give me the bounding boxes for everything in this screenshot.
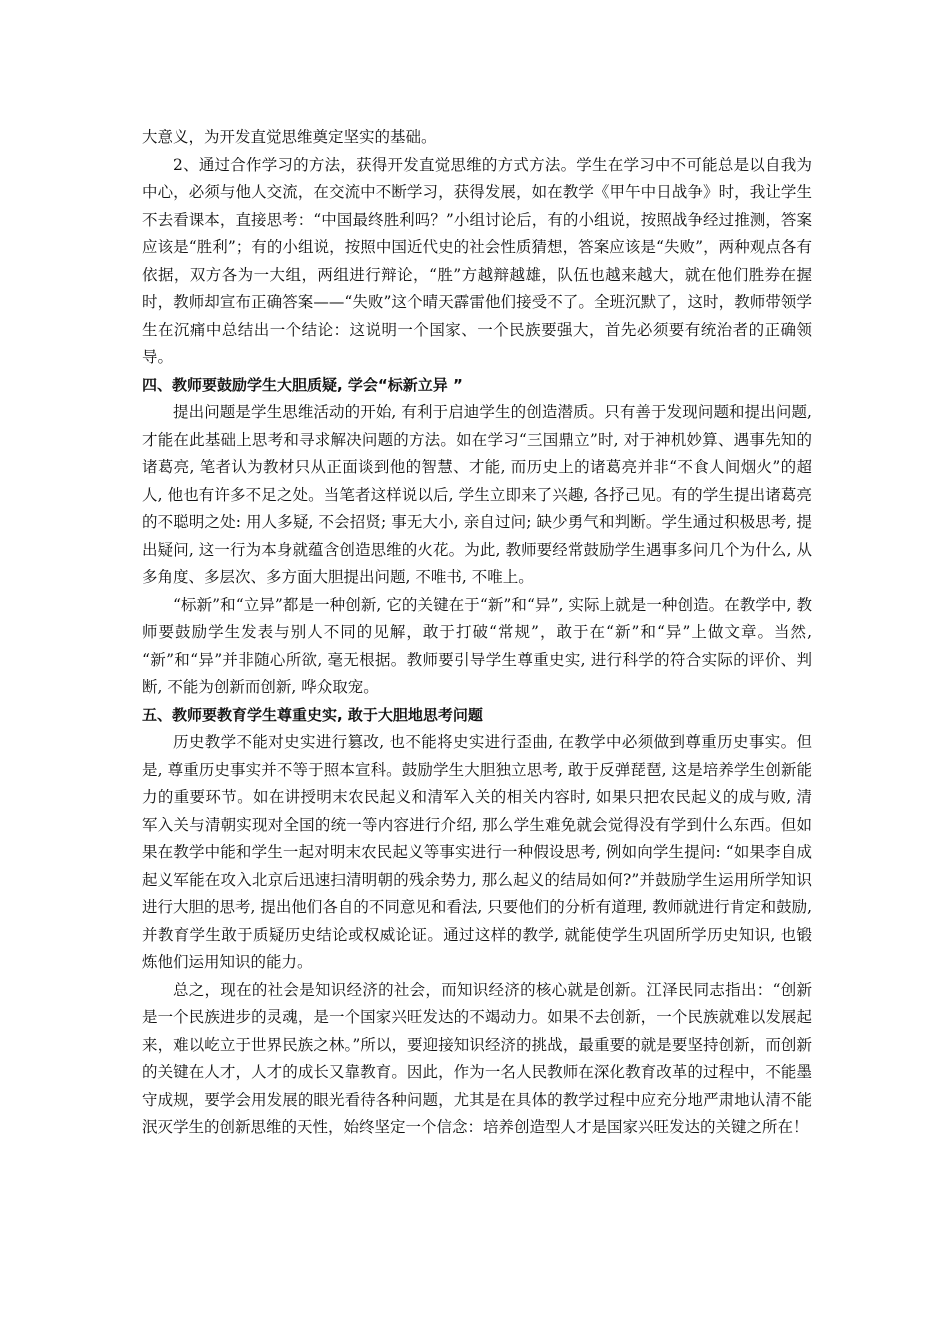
section-heading-4: 四、教师要鼓励学生大胆质疑, 学会“标新立异 ”	[142, 375, 463, 394]
paragraph-conclusion: 总之，现在的社会是知识经济的社会，而知识经济的核心就是创新。江泽民同志指出：“创新是一个民族进步的灵魂，是一个国家兴旺发达的不竭动力。如果不去创新，一个民族就难以发展起来，难以屹立于世界民族之林。”所以，要迎接知识经济的挑战，最重要的就是要坚持创新，而创新的关键在人才，人才的成长又靠教育。因此，作为一名人民教师在深化教育改革的过程中，不能墨守成规，要学会用发展的眼光看待各种问题，尤其是在具体的教学过程中应充分地严肃地认清不能泯灭学生的创新思维的天性，始终坚定一个信念：培养创造型人才是国家兴旺发达的关键之所在！	[142, 980, 812, 1136]
document-body	[142, 124, 812, 1142]
paragraph-innovation: “标新”和“立异”都是一种创新, 它的关键在于“新”和“异”, 实际上就是一种创造。在教学中, 教师要鼓励学生发表与别人不同的见解，敢于打破“常规”，敢于在“新”和“异”上做文章。当然, “新”和“异”并非随心所欲, 毫无根据。教师要引导学生尊重史实, 进行科学的符合实际的评价、判断, 不能为创新而创新, 哗众取宠。	[142, 595, 812, 696]
section-heading-5: 五、教师要教育学生尊重史实, 敢于大胆地思考问题	[142, 705, 483, 724]
paragraph-continued: 大意义，为开发直觉思维奠定坚实的基础。	[142, 128, 437, 146]
paragraph-respect-history: 历史教学不能对史实进行篡改, 也不能将史实进行歪曲, 在教学中必须做到尊重历史事实。但是, 尊重历史事实并不等于照本宣科。鼓励学生大胆独立思考, 敢于反弹琵琶, 这是培养学生创新能力的重要环节。如在讲授明末农民起义和清军入关的相关内容时, 如果只把农民起义的成与败, 清军入关与清朝实现对全国的统一等内容进行介绍, 那么学生难免就会觉得没有学到什么东西。但如果在教学中能和学生一起对明末农民起义等事实进行一种假设思考, 例如向学生提问: “如果李自成起义军能在攻入北京后迅速扫清明朝的残余势力, 那么起义的结局如何?”并鼓励学生运用所学知识进行大胆的思考, 提出他们各自的不同意见和看法, 只要他们的分析有道理, 教师就进行肯定和鼓励, 并教育学生敢于质疑历史结论或权威论证。通过这样的教学, 就能使学生巩固所学历史知识, 也锻炼他们运用知识的能力。	[142, 733, 812, 971]
paragraph-asking-questions: 提出问题是学生思维活动的开始, 有利于启迪学生的创造潜质。只有善于发现问题和提出问题, 才能在此基础上思考和寻求解决问题的方法。如在学习“三国鼎立”时, 对于神机妙算、遇事先知的诸葛亮, 笔者认为教材只从正面谈到他的智慧、才能, 而历史上的诸葛亮并非“不食人间烟火”的超人, 他也有许多不足之处。当笔者这样说以后, 学生立即来了兴趣, 各抒己见。有的学生提出诸葛亮的不聪明之处: 用人多疑, 不会招贤; 事无大小, 亲自过问; 缺少勇气和判断。学生通过积极思考, 提出疑问, 这一行为本身就蕴含创造思维的火花。为此, 教师要经常鼓励学生遇事多问几个为什么, 从多角度、多层次、多方面大胆提出问题, 不唯书, 不唯上。	[142, 403, 812, 586]
paragraph-cooperative-learning: 2、通过合作学习的方法，获得开发直觉思维的方式方法。学生在学习中不可能总是以自我为中心，必须与他人交流，在交流中不断学习，获得发展，如在教学《甲午中日战争》时，我让学生不去看课本，直接思考：“中国最终胜利吗？”小组讨论后，有的小组说，按照战争经过推测，答案应该是“胜利”；有的小组说，按照中国近代史的社会性质猜想，答案应该是“失败”，两种观点各有依据，双方各为一大组，两组进行辩论，“胜”方越辩越雄，队伍也越来越大，就在他们胜券在握时，教师却宣布正确答案——“失败”这个晴天霹雷他们接受不了。全班沉默了，这时，教师带领学生在沉痛中总结出一个结论：这说明一个国家、一个民族要强大，首先必须要有统治者的正确领导。	[142, 155, 812, 366]
